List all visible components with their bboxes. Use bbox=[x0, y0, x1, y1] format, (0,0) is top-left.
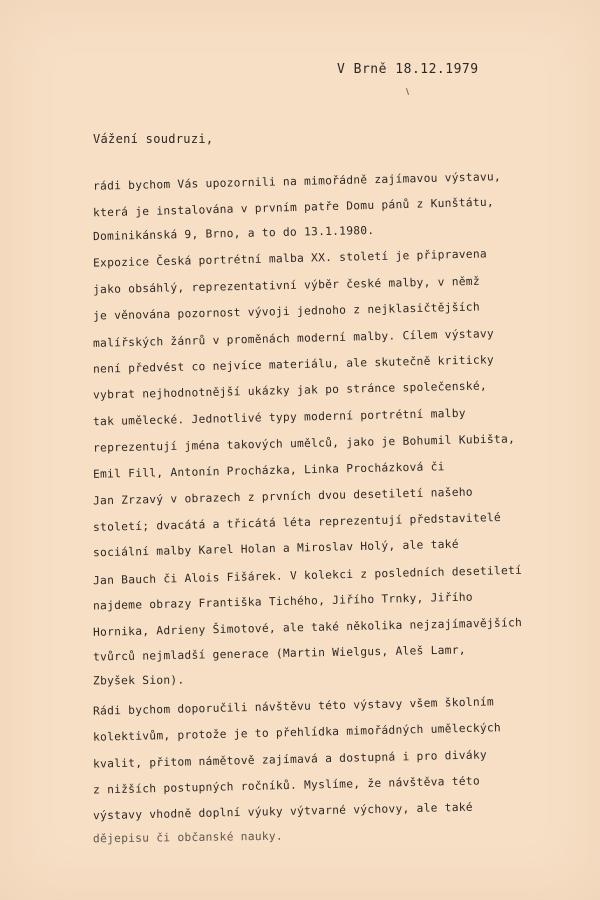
handwritten-mark bbox=[406, 88, 409, 95]
body-line: Expozice Česká portrétní malba XX. století je připravena bbox=[92, 247, 488, 270]
body-line: která je instalována v prvním patře Domu pánů z Kunštátu, bbox=[92, 195, 495, 220]
salutation: Vážení soudruzi, bbox=[93, 132, 214, 146]
body-line: Jan Bauch či Alois Fišárek. V kolekci z posledních desetiletí bbox=[92, 563, 523, 588]
body-line: dějepisu či občanské nauky. bbox=[92, 829, 284, 846]
body-line: není předvést co nejvíce materiálu, ale skutečně kriticky bbox=[92, 353, 495, 376]
body-line: malířských žánrů v proměnách moderní malby. Cílem výstavy bbox=[92, 327, 495, 350]
body-line: jako obsáhlý, reprezentativní výběr české malby, v němž bbox=[92, 274, 481, 297]
body-line: kvalit, přitom námětově zajímavá a dostupná i pro diváky bbox=[92, 748, 488, 771]
body-line: tak umělecké. Jednotlivé typy moderní portrétní malby bbox=[92, 406, 466, 429]
body-line: rádi bychom Vás upozornili na mimořádně zajímavou výstavu, bbox=[92, 170, 502, 193]
body-line: tvůrců nejmladší generace (Martin Wielgus, Aleš Lamr, bbox=[92, 643, 466, 664]
body-line: Dominikánská 9, Brno, a to do 13.1.1980. bbox=[92, 223, 375, 244]
body-line: z nižších postupných ročníků. Myslíme, že návštěva této bbox=[92, 774, 481, 797]
body-line: výstavy vhodně doplní výuky výtvarné výchovy, ale také bbox=[92, 800, 474, 823]
body-line: Jan Zrzavý v obrazech z prvních dvou desetiletí našeho bbox=[92, 485, 474, 508]
body-line: reprezentují jména takových umělců, jako je Bohumil Kubišta, bbox=[92, 432, 516, 455]
body-line: Emil Fill, Antonín Procházka, Linka Procházková či bbox=[92, 460, 445, 481]
body-line: vybrat nejhodnotnější ukázky jak po stránce společenské, bbox=[92, 379, 488, 402]
body-line: Zbyšek Sion). bbox=[92, 673, 185, 688]
body-line: Hornika, Adrieny Šimotové, ale také několika nejzajímavějších bbox=[92, 616, 523, 639]
body-line: najdeme obrazy Františka Tichého, Jiřího Trnky, Jiřího bbox=[92, 590, 474, 613]
body-line: sociální malby Karel Holan a Miroslav Holý, ale také bbox=[92, 537, 459, 560]
date-line: V Brně 18.12.1979 bbox=[337, 62, 479, 77]
body-line: století; dvacátá a třicátá léta reprezentují představitelé bbox=[92, 511, 502, 534]
body-line: je věnována pozornost vývoji jednoho z nejklasičtějších bbox=[92, 300, 481, 323]
body-line: Rádi bychom doporučili návštěvu této výstavy všem školním bbox=[92, 695, 495, 718]
body-line: kolektivům, protože je to přehlídka mimořádných uměleckých bbox=[92, 721, 502, 744]
